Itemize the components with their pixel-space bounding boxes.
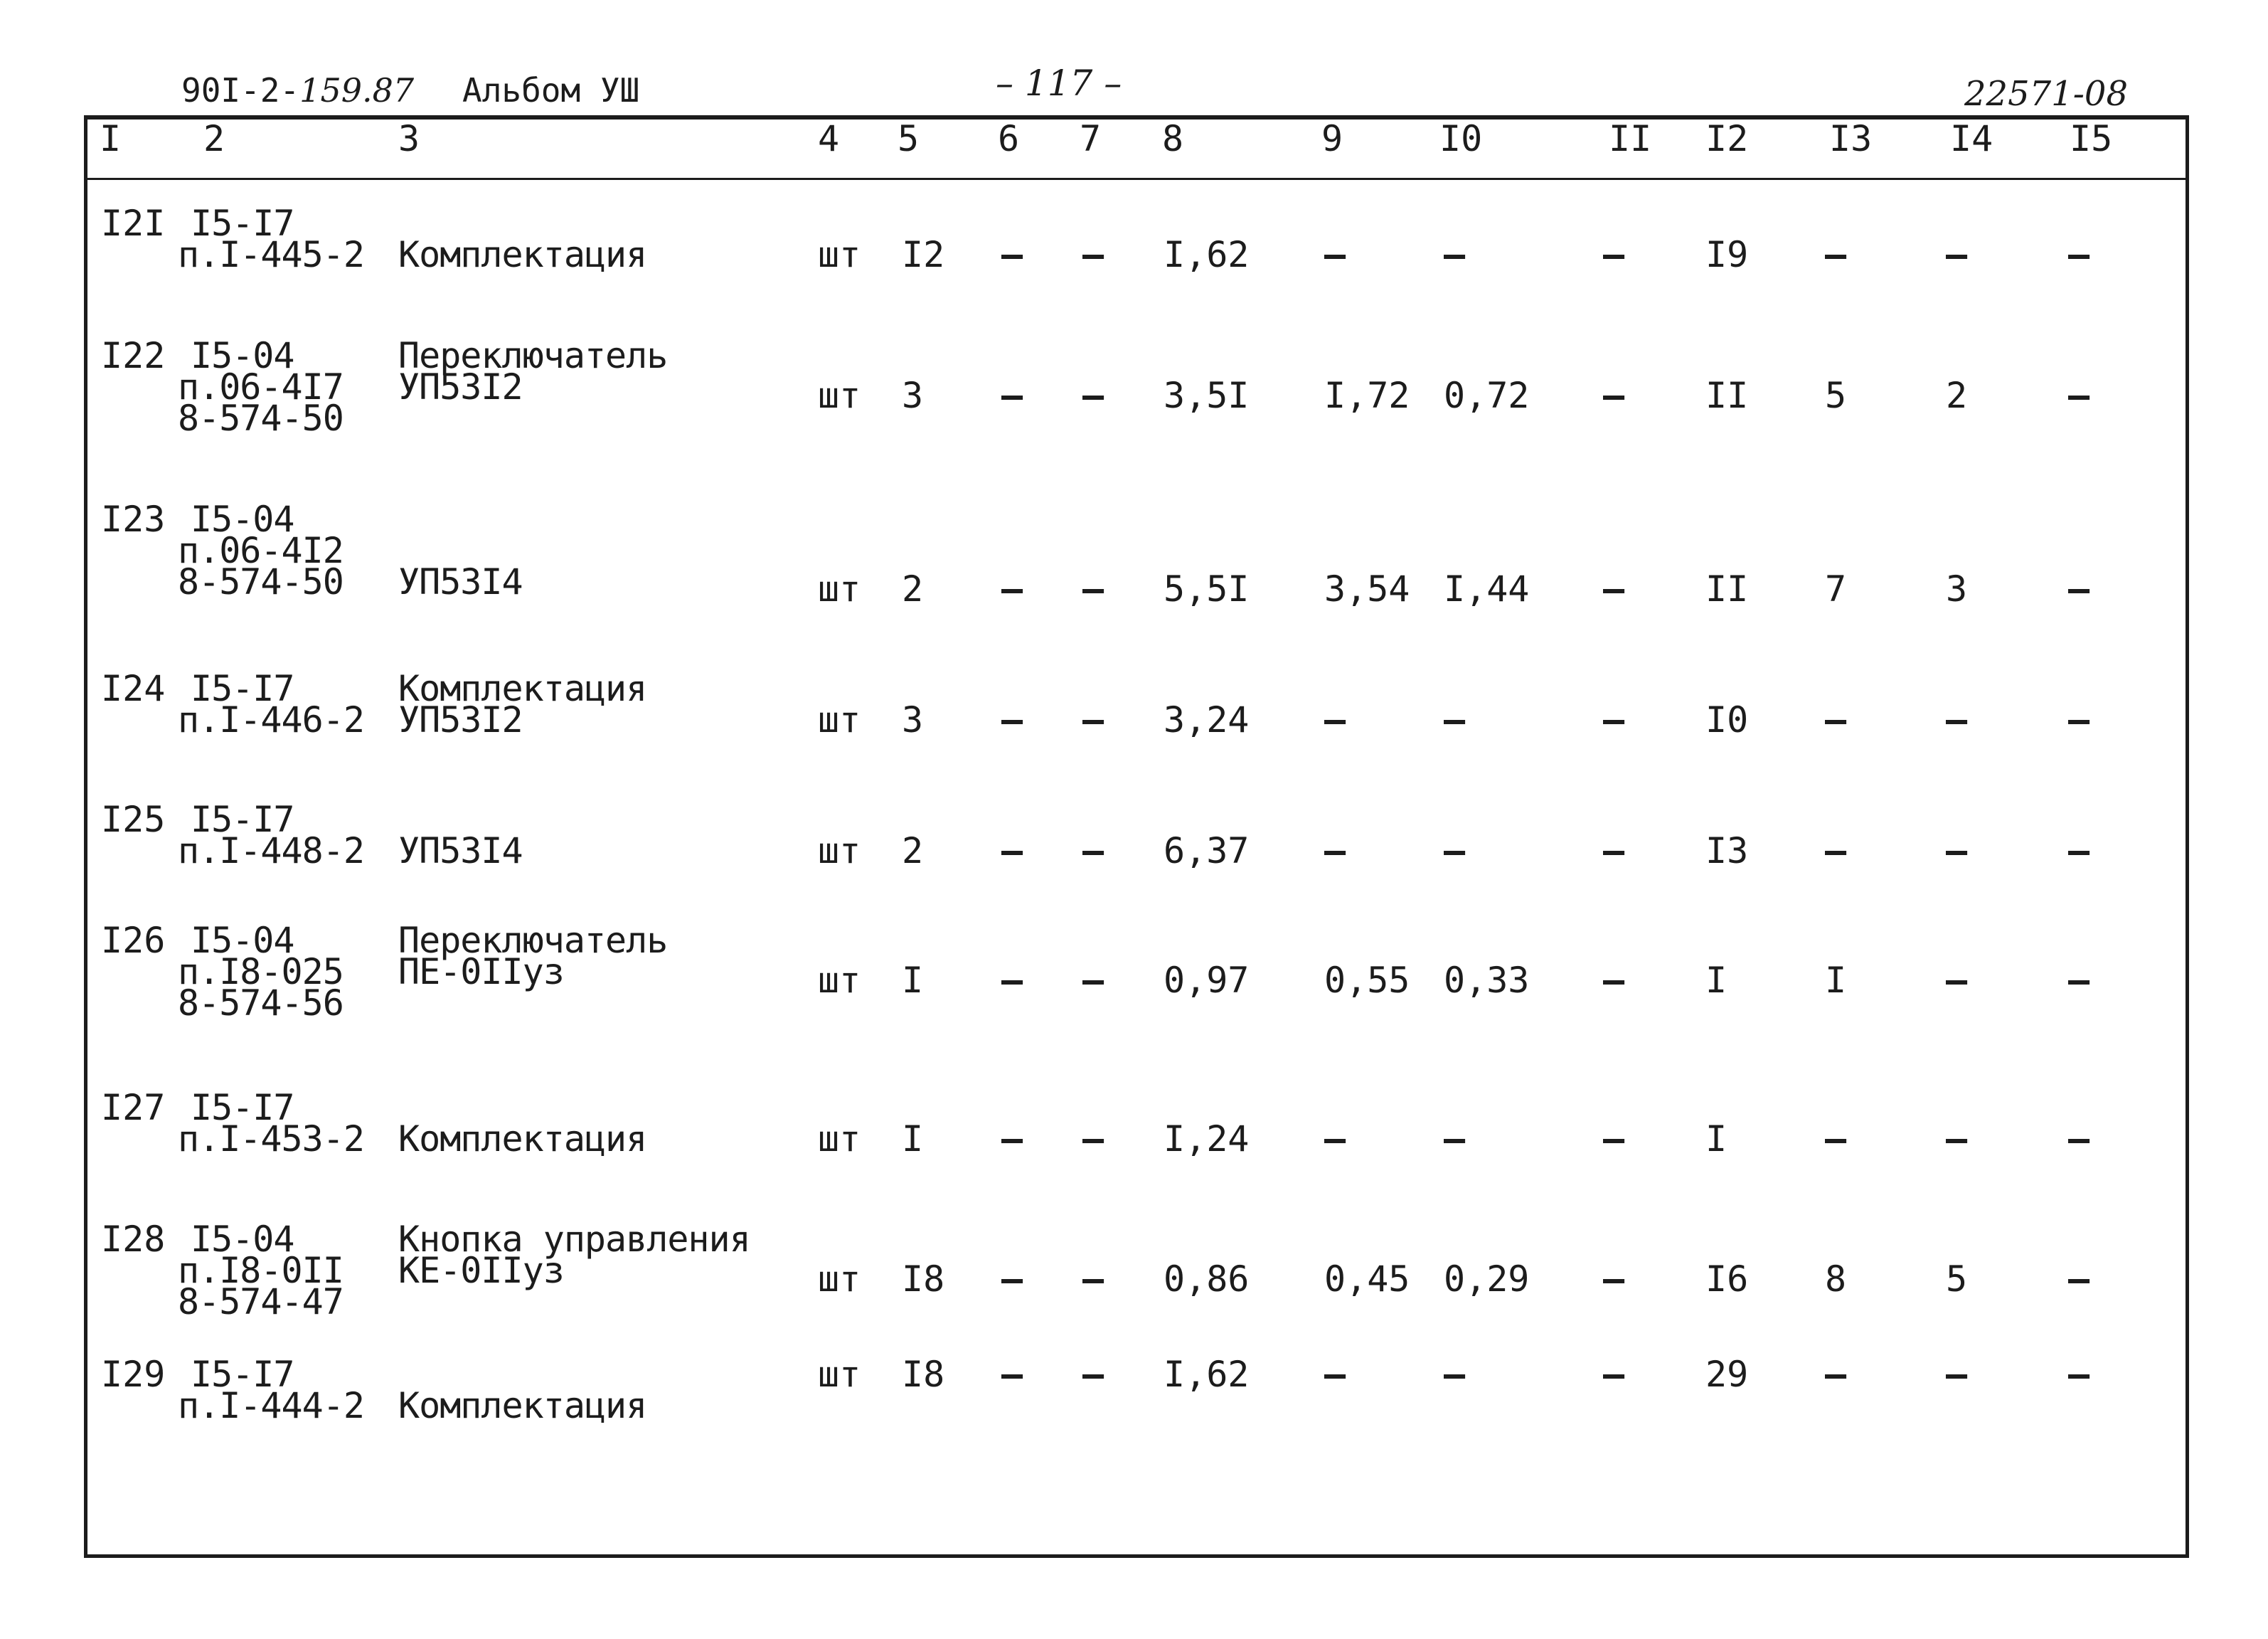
column-number: 5 xyxy=(898,118,920,159)
cell-c14: 3 xyxy=(1946,568,1968,610)
cell-c13: – xyxy=(1825,1118,1847,1160)
cell-c6: – xyxy=(1001,1354,1023,1395)
cell-c5: 3 xyxy=(902,699,924,741)
row-number: I27 xyxy=(101,1087,166,1128)
cell-c14: – xyxy=(1946,960,1968,1001)
cell-c5: 2 xyxy=(902,830,924,871)
cell-c11: – xyxy=(1603,830,1625,871)
row-name-line: УП53I2 xyxy=(398,699,523,741)
cell-c10: 0,72 xyxy=(1444,375,1530,416)
row-code-line: I5-04 xyxy=(191,920,294,961)
row-code-line: п.I-453-2 xyxy=(178,1118,364,1160)
row-number: I25 xyxy=(101,799,166,840)
row-name-line: Комплектация xyxy=(398,1385,647,1426)
cell-c9: – xyxy=(1324,830,1346,871)
cell-c6: – xyxy=(1001,568,1023,610)
cell-c13: – xyxy=(1825,1354,1847,1395)
album-label: Альбом УШ xyxy=(462,71,640,110)
cell-c14: – xyxy=(1946,1118,1968,1160)
cell-c9: – xyxy=(1324,234,1346,275)
row-name-line: УП53I4 xyxy=(398,561,523,603)
row-code-line: I5-I7 xyxy=(191,668,294,709)
cell-c12: I0 xyxy=(1705,699,1749,741)
row-name-line: Кнопка управления xyxy=(398,1219,750,1260)
cell-c12: I xyxy=(1705,1118,1727,1160)
row-code-line: 8-574-50 xyxy=(178,398,344,439)
cell-c5: I8 xyxy=(902,1354,945,1395)
cell-c13: 8 xyxy=(1825,1258,1847,1300)
cell-c6: – xyxy=(1001,830,1023,871)
cell-c12: II xyxy=(1705,375,1749,416)
cell-c12: I xyxy=(1705,960,1727,1001)
row-code-line: I5-I7 xyxy=(191,1354,294,1395)
cell-c11: – xyxy=(1603,1258,1625,1300)
cell-c9: – xyxy=(1324,1354,1346,1395)
row-code-line: п.I-444-2 xyxy=(178,1385,364,1426)
row-number: I22 xyxy=(101,335,166,376)
row-code-line: 8-574-47 xyxy=(178,1281,344,1322)
row-name-line: Комплектация xyxy=(398,234,647,275)
row-code-line: п.I-446-2 xyxy=(178,699,364,741)
column-number: 4 xyxy=(818,118,840,159)
cell-c6: – xyxy=(1001,1118,1023,1160)
cell-c7: – xyxy=(1082,234,1104,275)
cell-c10: – xyxy=(1444,830,1466,871)
column-number: I4 xyxy=(1950,118,1993,159)
cell-c10: – xyxy=(1444,234,1466,275)
cell-c6: – xyxy=(1001,960,1023,1001)
row-number: I23 xyxy=(101,499,166,540)
cell-unit: шт xyxy=(818,1354,861,1395)
cell-c11: – xyxy=(1603,699,1625,741)
row-code-line: п.I8-025 xyxy=(178,951,344,992)
row-code-line: I5-I7 xyxy=(191,203,294,244)
cell-unit: шт xyxy=(818,375,861,416)
doc-code-printed: 90I-2- xyxy=(181,71,300,110)
cell-c14: – xyxy=(1946,699,1968,741)
cell-c11: – xyxy=(1603,1354,1625,1395)
cell-c12: II xyxy=(1705,568,1749,610)
row-name-line: Переключатель xyxy=(398,335,668,376)
cell-c7: – xyxy=(1082,830,1104,871)
cell-c9: – xyxy=(1324,1118,1346,1160)
cell-c15: – xyxy=(2068,234,2090,275)
cell-c5: I8 xyxy=(902,1258,945,1300)
cell-c8: I,24 xyxy=(1164,1118,1250,1160)
cell-unit: шт xyxy=(818,234,861,275)
cell-c13: 7 xyxy=(1825,568,1847,610)
cell-c7: – xyxy=(1082,1118,1104,1160)
cell-c15: – xyxy=(2068,375,2090,416)
cell-c6: – xyxy=(1001,375,1023,416)
row-code-line: I5-I7 xyxy=(191,1087,294,1128)
archive-number: 22571-08 xyxy=(1964,74,2128,114)
row-name-line: ПЕ-0IIуз xyxy=(398,951,564,992)
cell-unit: шт xyxy=(818,830,861,871)
cell-c10: 0,29 xyxy=(1444,1258,1530,1300)
cell-c15: – xyxy=(2068,1354,2090,1395)
cell-c12: I3 xyxy=(1705,830,1749,871)
cell-unit: шт xyxy=(818,960,861,1001)
cell-c8: 6,37 xyxy=(1164,830,1250,871)
cell-c9: I,72 xyxy=(1324,375,1410,416)
row-code-line: п.I-448-2 xyxy=(178,830,364,871)
cell-c11: – xyxy=(1603,1118,1625,1160)
cell-c10: – xyxy=(1444,1118,1466,1160)
cell-c14: – xyxy=(1946,1354,1968,1395)
cell-c10: I,44 xyxy=(1444,568,1530,610)
cell-c13: I xyxy=(1825,960,1847,1001)
cell-c8: 5,5I xyxy=(1164,568,1250,610)
row-name-line: Комплектация xyxy=(398,668,647,709)
row-code-line: п.06-4I2 xyxy=(178,530,344,571)
cell-c9: 0,45 xyxy=(1324,1258,1410,1300)
cell-c9: 0,55 xyxy=(1324,960,1410,1001)
cell-c11: – xyxy=(1603,234,1625,275)
cell-c8: 0,86 xyxy=(1164,1258,1250,1300)
cell-c5: I xyxy=(902,960,924,1001)
cell-unit: шт xyxy=(818,1258,861,1300)
row-number: I26 xyxy=(101,920,166,961)
column-number: I xyxy=(100,118,122,159)
doc-code xyxy=(181,71,415,110)
column-number: I3 xyxy=(1829,118,1873,159)
header-divider xyxy=(87,178,2187,180)
cell-c8: I,62 xyxy=(1164,234,1250,275)
cell-c7: – xyxy=(1082,699,1104,741)
cell-c15: – xyxy=(2068,699,2090,741)
cell-c7: – xyxy=(1082,568,1104,610)
row-code-line: п.06-4I7 xyxy=(178,366,344,408)
cell-c15: – xyxy=(2068,568,2090,610)
row-name-line: УП53I4 xyxy=(398,830,523,871)
cell-c5: I2 xyxy=(902,234,945,275)
cell-c6: – xyxy=(1001,1258,1023,1300)
cell-unit: шт xyxy=(818,1118,861,1160)
cell-c9: – xyxy=(1324,699,1346,741)
cell-c10: 0,33 xyxy=(1444,960,1530,1001)
cell-c12: I9 xyxy=(1705,234,1749,275)
cell-unit: шт xyxy=(818,568,861,610)
cell-c10: – xyxy=(1444,699,1466,741)
row-code-line: I5-04 xyxy=(191,335,294,376)
cell-c8: I,62 xyxy=(1164,1354,1250,1395)
column-number: II xyxy=(1609,118,1652,159)
column-number: 9 xyxy=(1321,118,1343,159)
page-number: – 117 – xyxy=(996,63,1122,104)
row-code-line: 8-574-56 xyxy=(178,982,344,1024)
column-number: I0 xyxy=(1439,118,1483,159)
cell-c7: – xyxy=(1082,375,1104,416)
cell-c13: – xyxy=(1825,830,1847,871)
cell-c13: – xyxy=(1825,234,1847,275)
row-code-line: I5-04 xyxy=(191,499,294,540)
column-number: 2 xyxy=(203,118,225,159)
cell-c8: 3,24 xyxy=(1164,699,1250,741)
cell-c9: 3,54 xyxy=(1324,568,1410,610)
cell-c7: – xyxy=(1082,1354,1104,1395)
doc-code-handwritten: 159.87 xyxy=(299,71,415,110)
column-number: 8 xyxy=(1162,118,1184,159)
cell-c15: – xyxy=(2068,1118,2090,1160)
cell-c8: 3,5I xyxy=(1164,375,1250,416)
row-name-line: Переключатель xyxy=(398,920,668,961)
column-number: I5 xyxy=(2070,118,2113,159)
cell-c11: – xyxy=(1603,960,1625,1001)
cell-c13: 5 xyxy=(1825,375,1847,416)
cell-c14: – xyxy=(1946,830,1968,871)
cell-unit: шт xyxy=(818,699,861,741)
cell-c6: – xyxy=(1001,234,1023,275)
cell-c15: – xyxy=(2068,960,2090,1001)
cell-c11: – xyxy=(1603,568,1625,610)
cell-c14: 2 xyxy=(1946,375,1968,416)
column-number: 3 xyxy=(398,118,420,159)
cell-c5: 2 xyxy=(902,568,924,610)
cell-c12: I6 xyxy=(1705,1258,1749,1300)
cell-c10: – xyxy=(1444,1354,1466,1395)
row-code-line: п.I-445-2 xyxy=(178,234,364,275)
cell-c7: – xyxy=(1082,1258,1104,1300)
row-name-line: УП53I2 xyxy=(398,366,523,408)
row-number: I28 xyxy=(101,1219,166,1260)
cell-c5: 3 xyxy=(902,375,924,416)
row-name-line: КЕ-0IIуз xyxy=(398,1250,564,1291)
cell-c14: 5 xyxy=(1946,1258,1968,1300)
row-code-line: п.I8-0II xyxy=(178,1250,344,1291)
row-number: I24 xyxy=(101,668,166,709)
cell-c5: I xyxy=(902,1118,924,1160)
row-code-line: 8-574-50 xyxy=(178,561,344,603)
cell-c15: – xyxy=(2068,1258,2090,1300)
cell-c12: 29 xyxy=(1705,1354,1749,1395)
cell-c14: – xyxy=(1946,234,1968,275)
cell-c8: 0,97 xyxy=(1164,960,1250,1001)
cell-c11: – xyxy=(1603,375,1625,416)
row-code-line: I5-04 xyxy=(191,1219,294,1260)
row-name-line: Комплектация xyxy=(398,1118,647,1160)
row-number: I2I xyxy=(101,203,166,244)
cell-c13: – xyxy=(1825,699,1847,741)
column-number: I2 xyxy=(1705,118,1749,159)
column-number: 6 xyxy=(998,118,1020,159)
cell-c15: – xyxy=(2068,830,2090,871)
column-number: 7 xyxy=(1080,118,1102,159)
row-code-line: I5-I7 xyxy=(191,799,294,840)
row-number: I29 xyxy=(101,1354,166,1395)
cell-c6: – xyxy=(1001,699,1023,741)
cell-c7: – xyxy=(1082,960,1104,1001)
